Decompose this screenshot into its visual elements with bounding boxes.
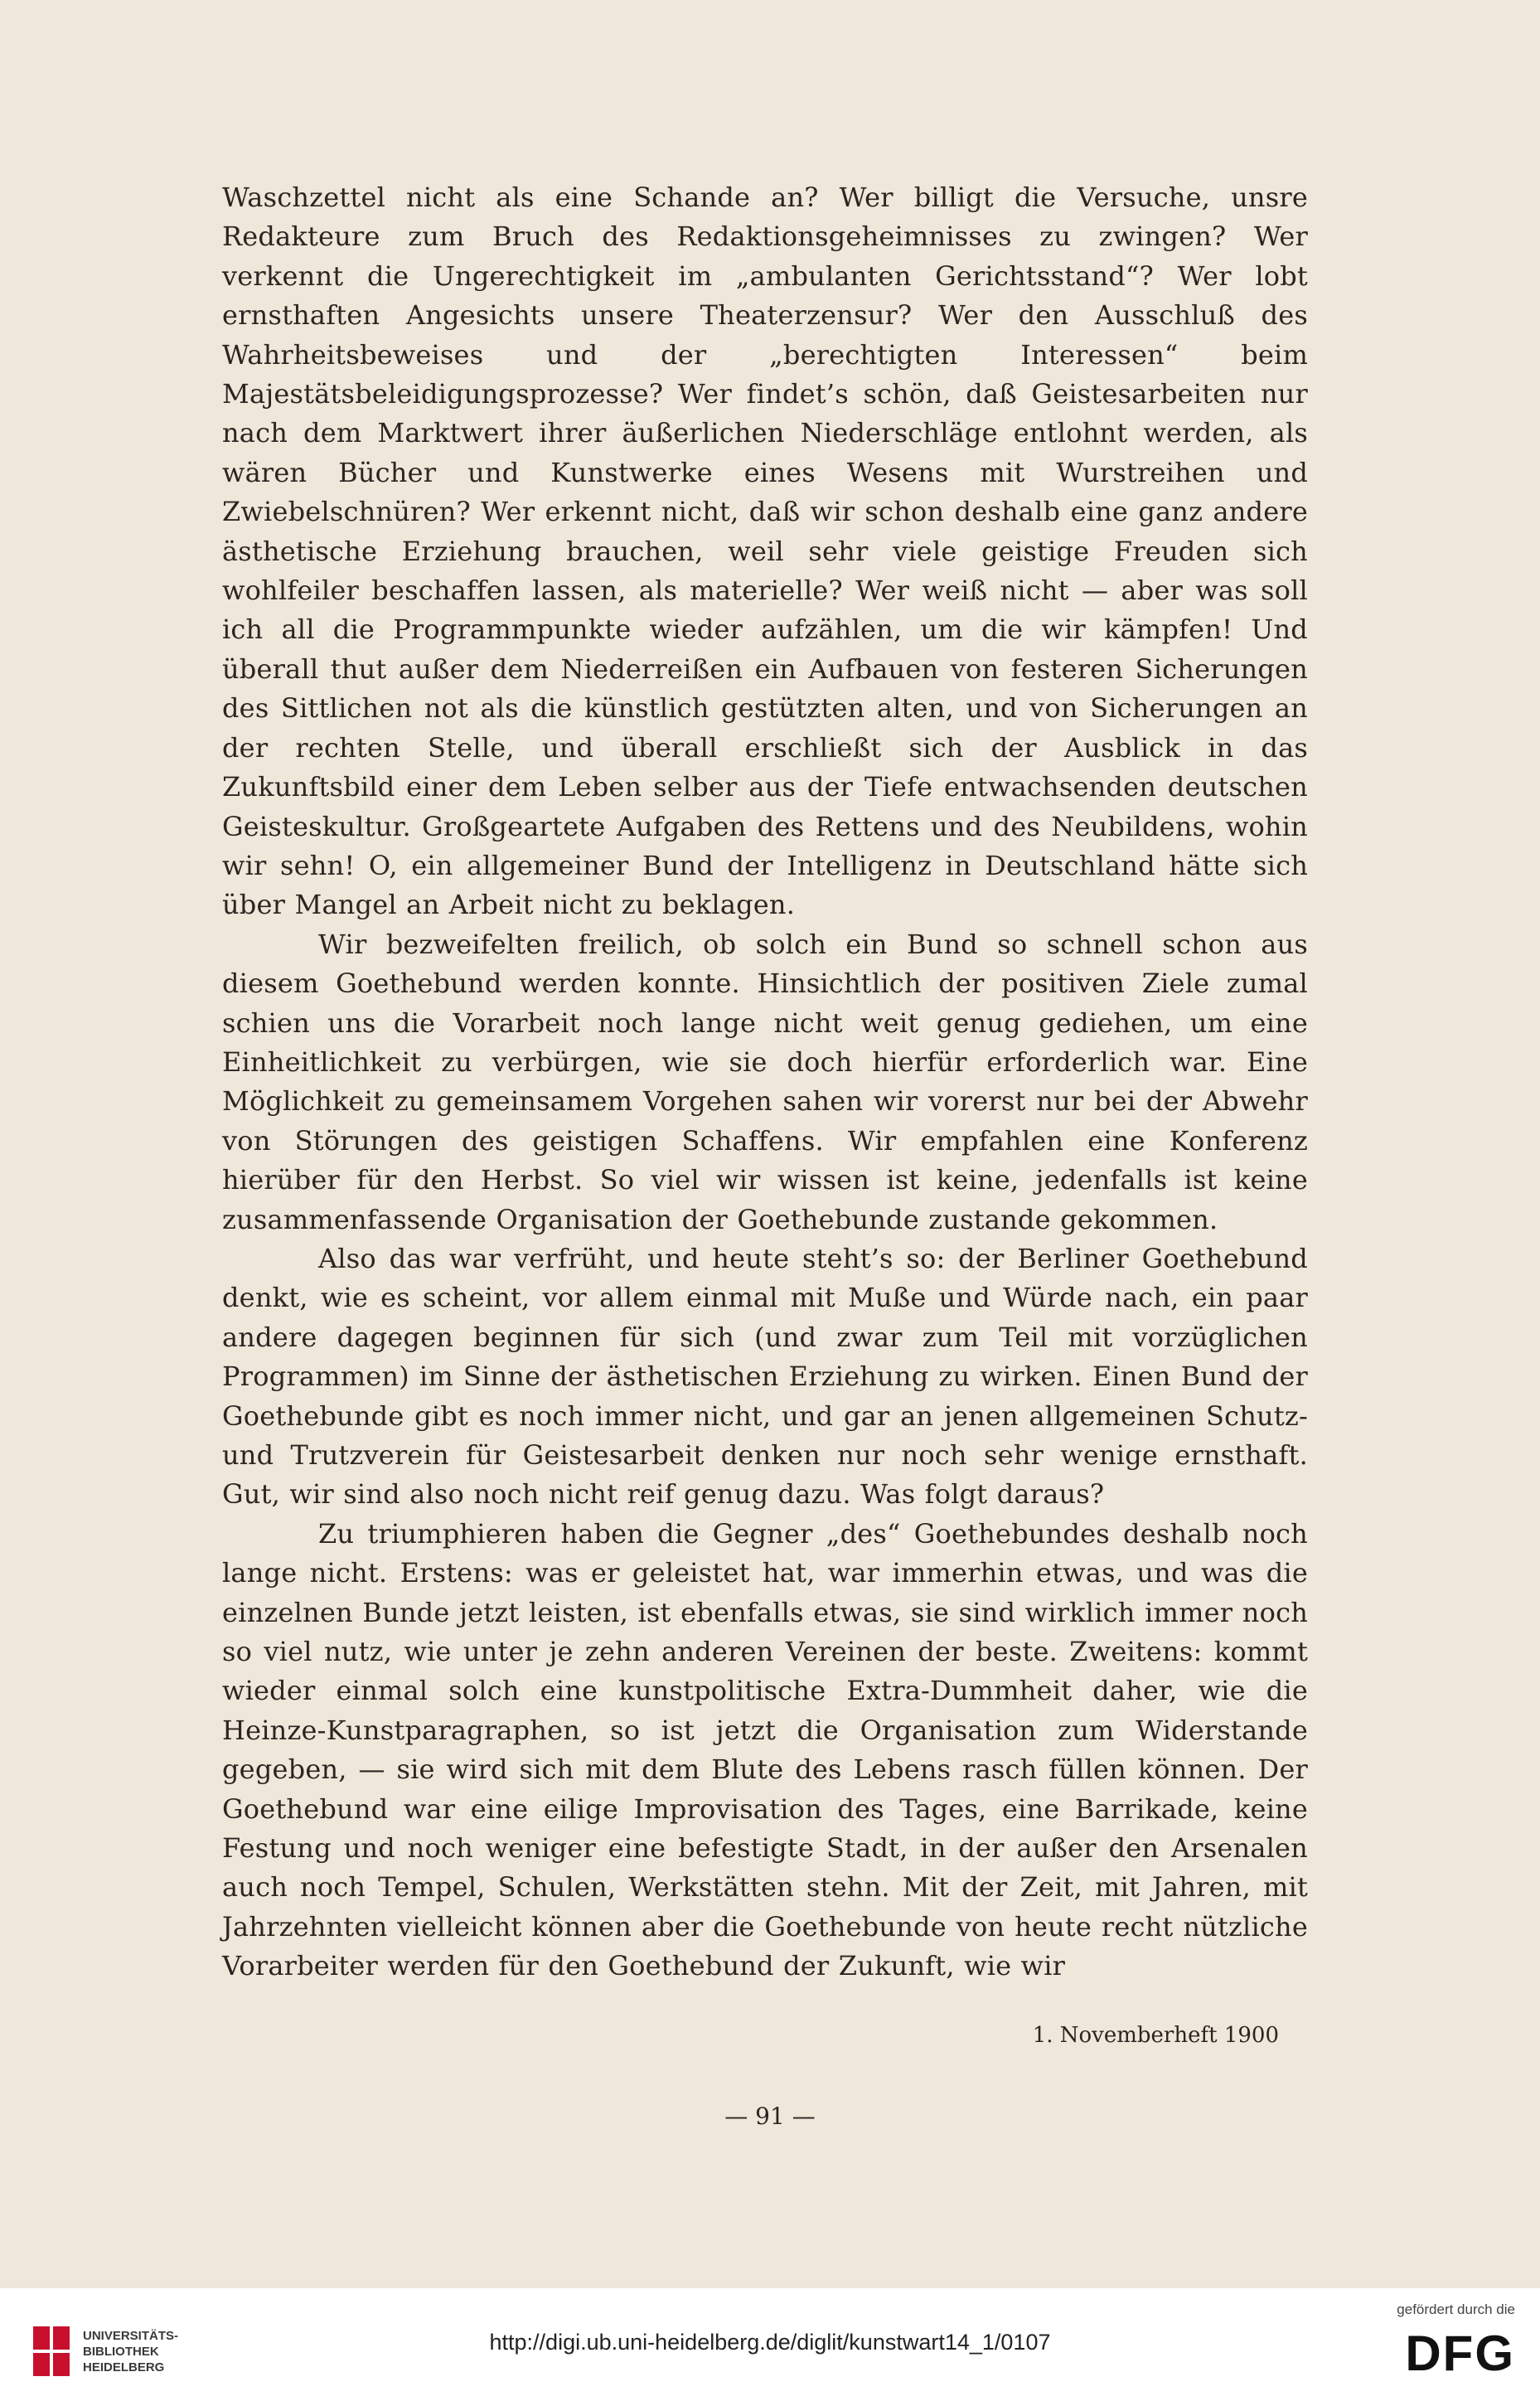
source-url[interactable]: http://digi.ub.uni-heidelberg.de/diglit/kunstwart14_1/0107 xyxy=(489,2330,1051,2355)
dfg-logo: DFG xyxy=(1405,2326,1515,2381)
paragraph-3: Also das war verfrüht, und heute steht’s so: der Berliner Goethebund denkt, wie es scheint, vor allem einmal mit Muße und Würde nach, ein paar andere dagegen beginnen für sich (und zwar zum Teil mit vorzüglichen Programmen) im Sinne der ästhetischen Erziehung zu wirken. Einen Bund der Goethebunde gibt es noch immer nicht, und gar an jenen allgemeinen Schutz- und Trutzverein für Geistesarbeit denken nur noch sehr wenige ernsthaft. Gut, wir sind also noch nicht reif genug dazu. Was folgt daraus? xyxy=(222,1242,1308,1511)
issue-line: 1. Novemberheft 1900 xyxy=(1032,2023,1279,2048)
page-number: — 91 — xyxy=(724,2103,816,2130)
body-text xyxy=(222,178,1308,1986)
library-name: UNIVERSITÄTS- BIBLIOTHEK HEIDELBERG xyxy=(83,2329,179,2374)
paragraph-2: Wir bezweifelten freilich, ob solch ein Bund so schnell schon aus diesem Goethebund werden konnte. Hinsichtlich der positiven Ziele zumal schien uns die Vorarbeit noch lange nicht weit genug gediehen, um eine Einheitlichkeit zu verbürgen, wie sie doch hierfür erforderlich war. Eine Möglichkeit zu gemeinsamem Vorgehen sahen wir vorerst nur bei der Abwehr von Störungen des geistigen Schaffens. Wir empfahlen eine Konferenz hierüber für den Herbst. So viel wir wissen ist keine, jedenfalls ist keine zusammenfassende Organisation der Goethebunde zustande gekommen. xyxy=(222,928,1308,1235)
paragraph-1: Waschzettel nicht als eine Schande an? Wer billigt die Versuche, unsre Redakteure zum Bruch des Redaktionsgeheimnisses zu zwingen? Wer verkennt die Ungerechtigkeit im „ambulanten Gerichtsstand“? Wer lobt ernsthaften Angesichts unsere Theaterzensur? Wer den Ausschluß des Wahrheitsbeweises und der „berechtigten Interessen“ beim Majestätsbeleidigungsprozesse? Wer findet’s schön, daß Geistesarbeiten nur nach dem Marktwert ihrer äußerlichen Niederschläge entlohnt werden, als wären Bücher und Kunstwerke eines Wesens mit Wurstreihen und Zwiebelschnüren? Wer erkennt nicht, daß wir schon deshalb eine ganz andere ästhetische Erziehung brauchen, weil sehr viele geistige Freuden sich wohlfeiler beschaffen lassen, als materielle? Wer weiß nicht — aber was soll ich all die Programmpunkte wieder aufzählen, um die wir kämpfen! Und überall thut außer dem Niederreißen ein Aufbauen von festeren Sicherungen des Sittlichen not als die künstlich gestützten alten, und von Sicherungen an der rechten Stelle, und überall erschließt sich der Ausblick in das Zukunftsbild einer dem Leben selber aus der Tiefe entwachsenden deutschen Geisteskultur. Großgeartete Aufgaben des Rettens und des Neubildens, wohin wir sehn! O, ein allgemeiner Bund der Intelligenz in Deutschland hätte sich über Mangel an Arbeit nicht zu beklagen. xyxy=(222,182,1308,921)
funding-note: gefördert durch die xyxy=(1397,2302,1515,2317)
digitization-footer xyxy=(0,2288,1540,2401)
paragraph-4: Zu triumphieren haben die Gegner „des“ Goethebundes deshalb noch lange nicht. Erstens: was er geleistet hat, war immerhin etwas, und was die einzelnen Bunde jetzt leisten, ist ebenfalls etwas, sie sind wirklich immer noch so viel nutz, wie unter je zehn anderen Vereinen der beste. Zweitens: kommt wieder einmal solch eine kunstpolitische Extra-Dummheit daher, wie die Heinze-Kunstparagraphen, so ist jetzt die Organisation zum Widerstande gegeben, — sie wird sich mit dem Blute des Lebens rasch füllen können. Der Goethebund war eine eilige Improvisation des Tages, eine Barrikade, keine Festung und noch weniger eine befestigte Stadt, in der außer den Arsenalen auch noch Tempel, Schulen, Werkstätten stehn. Mit der Zeit, mit Jahren, mit Jahrzehnten vielleicht können aber die Goethebunde von heute recht nützliche Vorarbeiter werden für den Goethebund der Zukunft, wie wir xyxy=(222,1517,1308,1982)
